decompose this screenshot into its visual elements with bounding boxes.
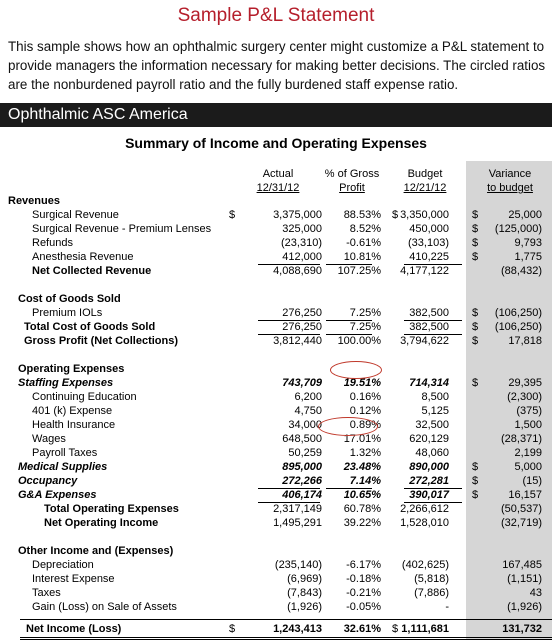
rule-budget-noi	[404, 502, 462, 503]
table-row	[0, 572, 552, 586]
row-variance-dollar: $	[472, 377, 479, 389]
table-row	[0, 250, 552, 264]
row-pct: -0.61%	[346, 237, 381, 249]
row-budget: 390,017	[409, 489, 449, 501]
row-pct: -0.21%	[346, 587, 381, 599]
table-row	[0, 306, 552, 320]
circle-wages-ratio	[318, 417, 378, 436]
row-pct: 8.52%	[349, 223, 381, 235]
row-label: Net Collected Revenue	[32, 265, 152, 277]
income-statement	[0, 127, 552, 640]
statement-title: Summary of Income and Operating Expenses	[125, 135, 427, 151]
row-actual: 2,317,149	[273, 503, 322, 515]
row-variance: (2,300)	[507, 391, 542, 403]
row-actual: 1,495,291	[273, 517, 322, 529]
row-pct: 0.89%	[349, 419, 381, 431]
row-pct: 107.25%	[337, 265, 381, 277]
rule-actual-gross	[258, 334, 320, 335]
row-label: Anesthesia Revenue	[32, 251, 134, 263]
row-variance: (1,926)	[507, 601, 542, 613]
row-pct: 10.65%	[343, 489, 381, 501]
rule-pct-revenue	[326, 264, 372, 265]
row-budget: 450,000	[409, 223, 449, 235]
rule-budget-cogs	[404, 320, 462, 321]
row-label: Revenues	[8, 195, 60, 207]
row-label: Interest Expense	[32, 573, 115, 585]
row-actual: 406,174	[282, 489, 322, 501]
rule-actual-noi	[258, 502, 320, 503]
table-row	[0, 446, 552, 460]
row-label: 401 (k) Expense	[32, 405, 113, 417]
header-pct	[312, 167, 392, 195]
table-row	[0, 600, 552, 614]
table-row	[0, 320, 552, 334]
table-row	[0, 390, 552, 404]
row-variance: (125,000)	[494, 223, 542, 235]
net-income-row	[0, 622, 552, 636]
row-variance: (50,537)	[501, 503, 542, 515]
row-budget: 382,500	[409, 321, 449, 333]
row-label: Occupancy	[18, 475, 78, 487]
row-actual: 648,500	[282, 433, 322, 445]
row-actual: (1,926)	[287, 601, 322, 613]
row-variance-dollar: $	[472, 223, 479, 235]
row-variance: (15)	[522, 475, 542, 487]
row-variance: 25,000	[508, 209, 542, 221]
header-pct-line1: % of Gross	[324, 168, 380, 180]
row-label: Total Operating Expenses	[44, 503, 179, 515]
row-pct: 23.48%	[343, 461, 381, 473]
row-budget-dollar: $	[392, 209, 399, 221]
table-row	[0, 558, 552, 572]
row-budget: 8,500	[421, 391, 449, 403]
rule-budget-opex	[404, 488, 462, 489]
row-label: Premium IOLs	[32, 307, 103, 319]
rule-actual-cogs	[258, 320, 320, 321]
row-label: Continuing Education	[32, 391, 137, 403]
row-label: Gain (Loss) on Sale of Assets	[32, 601, 177, 613]
row-label: Wages	[32, 433, 66, 445]
row-label: Total Cost of Goods Sold	[24, 321, 156, 333]
row-pct: -6.17%	[346, 559, 381, 571]
table-row	[0, 264, 552, 278]
row-label: Medical Supplies	[18, 461, 108, 473]
row-budget: 410,225	[409, 251, 449, 263]
header-variance-line1: Variance	[488, 168, 532, 180]
row-pct: 10.81%	[343, 251, 381, 263]
company-banner: Ophthalmic ASC America	[0, 103, 552, 127]
net-income-label: Net Income (Loss)	[26, 623, 122, 635]
row-actual: 4,088,690	[273, 265, 322, 277]
row-pct: 0.16%	[349, 391, 381, 403]
row-budget: (402,625)	[401, 559, 449, 571]
row-budget: -	[445, 601, 449, 613]
row-variance: (1,151)	[507, 573, 542, 585]
row-actual: 276,250	[282, 321, 322, 333]
row-actual-dollar: $	[229, 209, 236, 221]
row-label: Surgical Revenue	[32, 209, 119, 221]
row-budget: 3,794,622	[400, 335, 449, 347]
rule-budget-revenue	[404, 264, 462, 265]
row-variance: (375)	[516, 405, 542, 417]
row-variance: (106,250)	[494, 307, 542, 319]
row-actual: 4,750	[294, 405, 322, 417]
table-row	[0, 488, 552, 502]
row-variance: 167,485	[502, 559, 542, 571]
table-row	[0, 348, 552, 362]
row-label: Depreciation	[32, 559, 94, 571]
row-budget: 272,281	[409, 475, 449, 487]
row-actual: (235,140)	[274, 559, 322, 571]
row-pct: 39.22%	[343, 517, 381, 529]
row-pct: 0.12%	[349, 405, 381, 417]
header-budget	[390, 167, 460, 195]
header-budget-line2: 12/21/12	[403, 182, 447, 194]
row-pct: 100.00%	[337, 335, 381, 347]
row-actual: 325,000	[282, 223, 322, 235]
row-pct: 17.01%	[343, 433, 381, 445]
row-actual: 895,000	[282, 461, 322, 473]
page-heading: Sample P&L Statement	[177, 5, 375, 26]
table-row	[0, 502, 552, 516]
row-variance: 16,157	[508, 489, 542, 501]
row-variance: 9,793	[514, 237, 542, 249]
row-variance-dollar: $	[472, 335, 479, 347]
header-actual	[238, 167, 318, 195]
net-income-budget: 1,111,681	[401, 623, 449, 635]
row-pct: 7.14%	[349, 475, 381, 487]
circle-staffing-ratio	[330, 361, 382, 379]
row-actual: (7,843)	[287, 587, 322, 599]
net-income-variance: 131,732	[502, 623, 542, 635]
rule-pct-cogs	[326, 320, 372, 321]
table-row	[0, 236, 552, 250]
row-actual: 3,375,000	[273, 209, 322, 221]
table-row	[0, 418, 552, 432]
table-row	[0, 474, 552, 488]
rule-actual-opex	[258, 488, 320, 489]
row-actual: 6,200	[294, 391, 322, 403]
header-variance-line2: to budget	[487, 182, 533, 194]
row-pct: 7.25%	[349, 307, 381, 319]
row-label: Refunds	[32, 237, 73, 249]
row-variance: 17,818	[508, 335, 542, 347]
row-pct: 60.78%	[343, 503, 381, 515]
table-row	[0, 586, 552, 600]
table-row	[0, 334, 552, 348]
row-actual: (23,310)	[281, 237, 322, 249]
row-actual: 743,709	[282, 377, 322, 389]
row-budget: 890,000	[409, 461, 449, 473]
rule-pct-gross	[326, 334, 372, 335]
row-label: Cost of Goods Sold	[18, 293, 121, 305]
net-income-budget-dollar: $	[392, 623, 399, 635]
net-income-actual: 1,243,413	[273, 623, 322, 635]
row-variance: 29,395	[508, 377, 542, 389]
row-pct: 1.32%	[349, 447, 381, 459]
row-budget: (5,818)	[414, 573, 449, 585]
row-variance-dollar: $	[472, 321, 479, 333]
row-pct: 19.51%	[343, 377, 381, 389]
row-actual: 412,000	[282, 251, 322, 263]
row-actual: 272,266	[282, 475, 322, 487]
table-row	[0, 292, 552, 306]
header-pct-line2: Profit	[339, 182, 365, 194]
row-label: Net Operating Income	[44, 517, 159, 529]
row-variance-dollar: $	[472, 307, 479, 319]
row-variance: (28,371)	[501, 433, 542, 445]
row-variance-dollar: $	[472, 209, 479, 221]
row-pct: -0.05%	[346, 601, 381, 613]
rule-pct-opex	[326, 488, 372, 489]
table-row	[0, 362, 552, 376]
row-pct: 88.53%	[343, 209, 381, 221]
table-row	[0, 222, 552, 236]
row-budget: (33,103)	[408, 237, 449, 249]
table-row	[0, 208, 552, 222]
row-budget: 1,528,010	[400, 517, 449, 529]
row-variance: (32,719)	[501, 517, 542, 529]
row-variance: (106,250)	[494, 321, 542, 333]
row-label: Other Income and (Expenses)	[18, 545, 174, 557]
row-budget: 5,125	[421, 405, 449, 417]
row-actual: 3,812,440	[273, 335, 322, 347]
table-row	[0, 376, 552, 390]
row-budget: 620,129	[409, 433, 449, 445]
header-budget-line1: Budget	[407, 168, 443, 180]
table-row	[0, 278, 552, 292]
table-row	[0, 432, 552, 446]
intro-paragraph: This sample shows how an ophthalmic surgery center might customize a P&L statement to provide managers the information necessary for making better decisions. The circled ratios are the nonburdened payroll ratio and the fully burdened staff expense ratio.	[8, 39, 546, 92]
table-row	[0, 460, 552, 474]
row-variance-dollar: $	[472, 461, 479, 473]
row-variance-dollar: $	[472, 251, 479, 263]
row-label: Staffing Expenses	[18, 377, 114, 389]
row-label: Health Insurance	[32, 419, 116, 431]
row-budget: 382,500	[409, 307, 449, 319]
row-label: Operating Expenses	[18, 363, 125, 375]
row-variance-dollar: $	[472, 489, 479, 501]
row-budget: (7,886)	[414, 587, 449, 599]
header-variance	[470, 167, 550, 195]
header-actual-line2: 12/31/12	[256, 182, 300, 194]
row-label: Payroll Taxes	[32, 447, 98, 459]
table-row	[0, 530, 552, 544]
table-row	[0, 544, 552, 558]
row-actual: 50,259	[288, 447, 322, 459]
row-variance: 2,199	[514, 447, 542, 459]
row-actual: 34,000	[288, 419, 322, 431]
row-budget: 3,350,000	[400, 209, 449, 221]
net-income-actual-dollar: $	[229, 623, 236, 635]
row-variance: 43	[529, 587, 542, 599]
table-row	[0, 516, 552, 530]
rule-budget-gross	[404, 334, 462, 335]
row-label: Surgical Revenue - Premium Lenses	[32, 223, 212, 235]
row-variance: 1,775	[514, 251, 542, 263]
row-variance: 5,000	[514, 461, 542, 473]
row-pct: 7.25%	[349, 321, 381, 333]
rule-actual-revenue	[258, 264, 320, 265]
row-variance-dollar: $	[472, 475, 479, 487]
row-label: G&A Expenses	[18, 489, 97, 501]
row-variance: 1,500	[514, 419, 542, 431]
row-budget: 48,060	[415, 447, 449, 459]
row-budget: 32,500	[415, 419, 449, 431]
row-budget: 714,314	[409, 377, 449, 389]
row-budget: 2,266,612	[400, 503, 449, 515]
row-actual: (6,969)	[287, 573, 322, 585]
table-row	[0, 404, 552, 418]
net-income-pct: 32.61%	[343, 623, 381, 635]
row-actual: 276,250	[282, 307, 322, 319]
row-pct: -0.18%	[346, 573, 381, 585]
row-variance: (88,432)	[501, 265, 542, 277]
row-label: Taxes	[32, 587, 61, 599]
header-actual-line1: Actual	[262, 168, 294, 180]
table-row	[0, 194, 552, 208]
row-label: Gross Profit (Net Collections)	[24, 335, 179, 347]
row-variance-dollar: $	[472, 237, 479, 249]
row-budget: 4,177,122	[400, 265, 449, 277]
